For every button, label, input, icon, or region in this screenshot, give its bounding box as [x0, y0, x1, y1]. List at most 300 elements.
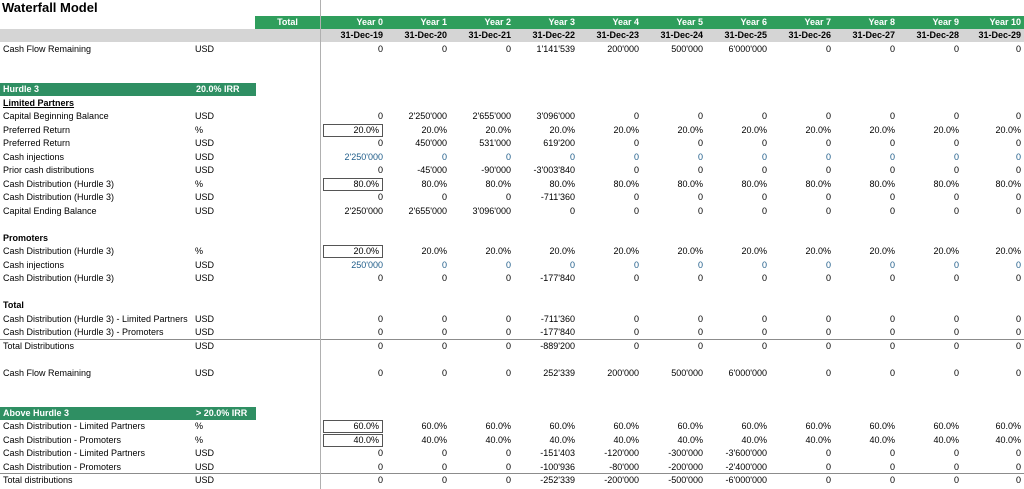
- row-unit: USD: [195, 165, 215, 175]
- value-cell: 3'096'000: [536, 111, 575, 121]
- value-cell: 60.0%: [933, 421, 959, 431]
- row-unit: %: [195, 246, 204, 256]
- value-cell: 0: [697, 206, 703, 216]
- value-cell: 200'000: [607, 44, 639, 54]
- date-header: 31-Dec-19: [340, 30, 383, 40]
- value-cell: 0: [505, 273, 511, 283]
- input-cell: 0: [377, 314, 383, 324]
- value-cell: 0: [697, 138, 703, 148]
- value-cell: 200'000: [607, 368, 639, 378]
- value-cell: 60.0%: [421, 421, 447, 431]
- row-label: Cash Distribution - Limited Partners: [3, 448, 146, 458]
- value-cell: -500'000: [668, 475, 703, 485]
- value-cell: 60.0%: [805, 421, 831, 431]
- value-cell: 0: [825, 475, 831, 485]
- value-cell: 0: [953, 192, 959, 202]
- value-cell: -300'000: [668, 448, 703, 458]
- value-cell: 20.0%: [741, 125, 767, 135]
- value-cell: 0: [825, 273, 831, 283]
- value-cell: 0: [825, 152, 831, 162]
- value-cell: 0: [1015, 475, 1021, 485]
- value-cell: 0: [825, 327, 831, 337]
- value-cell: 40.0%: [805, 435, 831, 445]
- input-cell[interactable]: 2'250'000: [344, 152, 383, 162]
- date-header: 31-Dec-26: [788, 30, 831, 40]
- year-header: Year 1: [420, 17, 447, 27]
- date-header: 31-Dec-24: [660, 30, 703, 40]
- value-cell: 500'000: [671, 44, 703, 54]
- value-cell: 80.0%: [485, 179, 511, 189]
- row-label: Cash injections: [3, 260, 65, 270]
- value-cell: -45'000: [417, 165, 447, 175]
- value-cell: 0: [953, 462, 959, 472]
- value-cell: 0: [441, 448, 447, 458]
- value-cell: 80.0%: [677, 179, 703, 189]
- input-cell: 0: [377, 448, 383, 458]
- value-cell: 0: [569, 260, 575, 270]
- value-cell: 60.0%: [613, 421, 639, 431]
- value-cell: 0: [889, 341, 895, 351]
- value-cell: 6'000'000: [728, 368, 767, 378]
- value-cell: 0: [889, 44, 895, 54]
- value-cell: 20.0%: [613, 125, 639, 135]
- value-cell: 0: [1015, 314, 1021, 324]
- value-cell: 0: [441, 44, 447, 54]
- value-cell: 60.0%: [869, 421, 895, 431]
- value-cell: 0: [441, 314, 447, 324]
- row-label: Cash Distribution - Limited Partners: [3, 421, 146, 431]
- value-cell: 0: [697, 111, 703, 121]
- row-unit: USD: [195, 206, 215, 216]
- value-cell: 0: [1015, 327, 1021, 337]
- value-cell: 0: [441, 341, 447, 351]
- value-cell: 0: [953, 260, 959, 270]
- date-header: 31-Dec-28: [916, 30, 959, 40]
- value-cell: 60.0%: [485, 421, 511, 431]
- table-row: [0, 340, 1024, 353]
- value-cell: 20.0%: [421, 125, 447, 135]
- row-label: Cash Flow Remaining: [3, 368, 92, 378]
- value-cell: 6'000'000: [728, 44, 767, 54]
- input-cell[interactable]: 40.0%: [323, 434, 383, 447]
- value-cell: 20.0%: [933, 246, 959, 256]
- value-cell: 20.0%: [613, 246, 639, 256]
- table-row: [0, 232, 1024, 245]
- table-row: [0, 151, 1024, 164]
- value-cell: 0: [889, 165, 895, 175]
- value-cell: -200'000: [604, 475, 639, 485]
- input-cell: 0: [377, 192, 383, 202]
- table-row: [0, 259, 1024, 272]
- input-cell: 0: [377, 111, 383, 121]
- value-cell: 0: [633, 314, 639, 324]
- year-header: Year 8: [868, 17, 895, 27]
- value-cell: -100'936: [540, 462, 575, 472]
- value-cell: 0: [889, 111, 895, 121]
- row-label: Cash Distribution (Hurdle 3): [3, 179, 115, 189]
- value-cell: 0: [505, 44, 511, 54]
- table-row: [0, 178, 1024, 191]
- table-row: [0, 447, 1024, 460]
- value-cell: -151'403: [540, 448, 575, 458]
- value-cell: 0: [441, 327, 447, 337]
- row-label: Preferred Return: [3, 125, 71, 135]
- input-cell[interactable]: 60.0%: [323, 420, 383, 433]
- row-label: Capital Beginning Balance: [3, 111, 109, 121]
- table-row: [0, 191, 1024, 204]
- value-cell: 0: [505, 152, 511, 162]
- value-cell: 80.0%: [421, 179, 447, 189]
- input-cell[interactable]: 20.0%: [323, 124, 383, 137]
- row-label: Cash Flow Remaining: [3, 44, 92, 54]
- input-cell[interactable]: 250'000: [351, 260, 383, 270]
- row-label: Cash Distribution - Promoters: [3, 462, 122, 472]
- row-label: Cash Distribution (Hurdle 3) - Limited Partners: [3, 314, 188, 324]
- value-cell: -120'000: [604, 448, 639, 458]
- value-cell: 0: [889, 475, 895, 485]
- value-cell: 40.0%: [677, 435, 703, 445]
- value-cell: -177'840: [540, 327, 575, 337]
- value-cell: 20.0%: [485, 246, 511, 256]
- row-unit: USD: [195, 314, 215, 324]
- value-cell: -711'360: [540, 192, 575, 202]
- input-cell: 0: [377, 327, 383, 337]
- row-unit: USD: [195, 44, 215, 54]
- row-label: Prior cash distributions: [3, 165, 95, 175]
- table-row: [0, 110, 1024, 123]
- value-cell: 0: [761, 314, 767, 324]
- value-cell: 20.0%: [677, 246, 703, 256]
- value-cell: 0: [633, 192, 639, 202]
- input-cell[interactable]: 80.0%: [323, 178, 383, 191]
- value-cell: 0: [633, 152, 639, 162]
- value-cell: 0: [1015, 44, 1021, 54]
- value-cell: 20.0%: [805, 125, 831, 135]
- year-header: Year 4: [612, 17, 639, 27]
- value-cell: 0: [953, 152, 959, 162]
- value-cell: 60.0%: [677, 421, 703, 431]
- row-label: Preferred Return: [3, 138, 71, 148]
- value-cell: -2'400'000: [725, 462, 767, 472]
- input-cell[interactable]: 20.0%: [323, 245, 383, 258]
- value-cell: 0: [697, 314, 703, 324]
- table-row: [0, 137, 1024, 150]
- value-cell: 2'250'000: [408, 111, 447, 121]
- table-row: [0, 43, 1024, 56]
- date-header: 31-Dec-29: [978, 30, 1021, 40]
- value-cell: -200'000: [668, 462, 703, 472]
- row-label: Total Distributions: [3, 341, 75, 351]
- row-unit: %: [195, 125, 204, 135]
- row-unit: USD: [195, 341, 215, 351]
- table-row: [0, 299, 1024, 312]
- value-cell: 0: [633, 111, 639, 121]
- value-cell: 0: [889, 314, 895, 324]
- value-cell: 0: [505, 327, 511, 337]
- section-title: Hurdle 3: [3, 84, 40, 94]
- value-cell: 0: [633, 327, 639, 337]
- value-cell: 0: [761, 273, 767, 283]
- year-header: Year 6: [740, 17, 767, 27]
- row-unit: USD: [195, 462, 215, 472]
- table-row: [0, 164, 1024, 177]
- value-cell: 0: [761, 165, 767, 175]
- row-unit: USD: [195, 111, 215, 121]
- date-header: 31-Dec-20: [404, 30, 447, 40]
- value-cell: 0: [1015, 341, 1021, 351]
- value-cell: 2'655'000: [408, 206, 447, 216]
- row-label: Cash Distribution (Hurdle 3): [3, 192, 115, 202]
- value-cell: 20.0%: [995, 246, 1021, 256]
- value-cell: 0: [633, 138, 639, 148]
- value-cell: 80.0%: [995, 179, 1021, 189]
- value-cell: 0: [825, 192, 831, 202]
- row-label: Limited Partners: [3, 98, 75, 108]
- value-cell: 0: [1015, 192, 1021, 202]
- value-cell: 0: [761, 341, 767, 351]
- section-header: [0, 83, 256, 96]
- value-cell: 0: [889, 368, 895, 378]
- value-cell: 20.0%: [869, 246, 895, 256]
- value-cell: 40.0%: [995, 435, 1021, 445]
- year-header: Year 9: [932, 17, 959, 27]
- value-cell: 0: [761, 111, 767, 121]
- value-cell: 0: [825, 44, 831, 54]
- input-cell: 2'250'000: [344, 206, 383, 216]
- value-cell: 0: [761, 206, 767, 216]
- value-cell: 0: [953, 44, 959, 54]
- row-label: Cash Distribution (Hurdle 3): [3, 273, 115, 283]
- value-cell: 0: [825, 448, 831, 458]
- input-cell: 0: [377, 368, 383, 378]
- value-cell: 80.0%: [933, 179, 959, 189]
- row-label: Total distributions: [3, 475, 73, 485]
- value-cell: 0: [825, 206, 831, 216]
- value-cell: 0: [569, 152, 575, 162]
- value-cell: 0: [953, 475, 959, 485]
- value-cell: 0: [441, 273, 447, 283]
- value-cell: 0: [441, 475, 447, 485]
- value-cell: 0: [825, 462, 831, 472]
- value-cell: 0: [633, 165, 639, 175]
- value-cell: -889'200: [540, 341, 575, 351]
- value-cell: 0: [633, 273, 639, 283]
- date-header: 31-Dec-25: [724, 30, 767, 40]
- value-cell: 0: [1015, 111, 1021, 121]
- value-cell: 80.0%: [805, 179, 831, 189]
- value-cell: 0: [505, 448, 511, 458]
- row-unit: USD: [195, 327, 215, 337]
- value-cell: 0: [825, 138, 831, 148]
- value-cell: 20.0%: [805, 246, 831, 256]
- value-cell: 60.0%: [741, 421, 767, 431]
- row-unit: %: [195, 179, 204, 189]
- value-cell: -252'339: [540, 475, 575, 485]
- value-cell: 0: [569, 206, 575, 216]
- section-title: Above Hurdle 3: [3, 408, 70, 418]
- row-unit: USD: [195, 368, 215, 378]
- value-cell: 0: [953, 273, 959, 283]
- value-cell: 0: [953, 138, 959, 148]
- table-row: [0, 474, 1024, 487]
- value-cell: 80.0%: [741, 179, 767, 189]
- table-row: [0, 245, 1024, 258]
- year-header: Year 10: [989, 17, 1021, 27]
- date-header: 31-Dec-23: [596, 30, 639, 40]
- value-cell: 0: [505, 341, 511, 351]
- value-cell: -711'360: [540, 314, 575, 324]
- value-cell: 0: [889, 192, 895, 202]
- section-irr: > 20.0% IRR: [196, 408, 248, 418]
- row-label: Cash Distribution (Hurdle 3): [3, 246, 115, 256]
- value-cell: 20.0%: [933, 125, 959, 135]
- value-cell: 40.0%: [741, 435, 767, 445]
- column-divider: [320, 0, 321, 489]
- row-unit: USD: [195, 475, 215, 485]
- row-label: Capital Ending Balance: [3, 206, 97, 216]
- year-header: Year 5: [676, 17, 703, 27]
- date-header: 31-Dec-27: [852, 30, 895, 40]
- value-cell: 0: [889, 206, 895, 216]
- value-cell: 20.0%: [549, 246, 575, 256]
- value-cell: 0: [697, 273, 703, 283]
- value-cell: 0: [697, 152, 703, 162]
- value-cell: 40.0%: [549, 435, 575, 445]
- year-header: Year 3: [548, 17, 575, 27]
- value-cell: 20.0%: [995, 125, 1021, 135]
- row-label: Promoters: [3, 233, 49, 243]
- value-cell: 619'200: [543, 138, 575, 148]
- table-row: [0, 124, 1024, 137]
- input-cell: 0: [377, 475, 383, 485]
- value-cell: 0: [441, 368, 447, 378]
- value-cell: 0: [1015, 152, 1021, 162]
- value-cell: 0: [441, 462, 447, 472]
- value-cell: 0: [953, 111, 959, 121]
- value-cell: 0: [1015, 165, 1021, 175]
- table-row: [0, 272, 1024, 285]
- value-cell: 0: [697, 341, 703, 351]
- row-label: Cash Distribution - Promoters: [3, 435, 122, 445]
- section-irr: 20.0% IRR: [196, 84, 240, 94]
- year-header: Year 7: [804, 17, 831, 27]
- value-cell: 0: [761, 327, 767, 337]
- table-row: [0, 420, 1024, 433]
- value-cell: 0: [953, 314, 959, 324]
- value-cell: 0: [953, 327, 959, 337]
- year-header: Year 0: [356, 17, 383, 27]
- value-cell: 40.0%: [933, 435, 959, 445]
- value-cell: 0: [761, 138, 767, 148]
- value-cell: 0: [1015, 448, 1021, 458]
- value-cell: 20.0%: [485, 125, 511, 135]
- value-cell: 0: [633, 206, 639, 216]
- value-cell: 80.0%: [869, 179, 895, 189]
- value-cell: 0: [953, 448, 959, 458]
- value-cell: 531'000: [479, 138, 511, 148]
- value-cell: 80.0%: [549, 179, 575, 189]
- value-cell: 0: [761, 152, 767, 162]
- value-cell: 0: [825, 341, 831, 351]
- row-unit: USD: [195, 152, 215, 162]
- date-header: 31-Dec-22: [532, 30, 575, 40]
- sheet-title: Waterfall Model: [2, 0, 98, 15]
- input-cell: 0: [377, 165, 383, 175]
- value-cell: 0: [953, 368, 959, 378]
- table-row: [0, 434, 1024, 447]
- table-row: [0, 97, 1024, 110]
- value-cell: 0: [825, 260, 831, 270]
- table-row: [0, 313, 1024, 326]
- row-label: Cash Distribution (Hurdle 3) - Promoters: [3, 327, 164, 337]
- value-cell: 0: [761, 260, 767, 270]
- row-unit: USD: [195, 192, 215, 202]
- input-cell: 0: [377, 273, 383, 283]
- value-cell: 0: [1015, 368, 1021, 378]
- value-cell: 3'096'000: [472, 206, 511, 216]
- value-cell: 0: [953, 165, 959, 175]
- value-cell: 1'141'539: [536, 44, 575, 54]
- table-row: [0, 205, 1024, 218]
- value-cell: 20.0%: [741, 246, 767, 256]
- value-cell: 40.0%: [613, 435, 639, 445]
- row-unit: %: [195, 435, 204, 445]
- value-cell: 0: [1015, 138, 1021, 148]
- date-header: 31-Dec-21: [468, 30, 511, 40]
- value-cell: 0: [825, 314, 831, 324]
- value-cell: 0: [953, 341, 959, 351]
- row-unit: USD: [195, 260, 215, 270]
- value-cell: 0: [441, 192, 447, 202]
- value-cell: 0: [1015, 273, 1021, 283]
- value-cell: 0: [441, 152, 447, 162]
- value-cell: 0: [889, 138, 895, 148]
- value-cell: -177'840: [540, 273, 575, 283]
- row-unit: USD: [195, 448, 215, 458]
- value-cell: 0: [889, 273, 895, 283]
- value-cell: 60.0%: [995, 421, 1021, 431]
- value-cell: 450'000: [415, 138, 447, 148]
- value-cell: 0: [697, 192, 703, 202]
- value-cell: 0: [505, 368, 511, 378]
- value-cell: 500'000: [671, 368, 703, 378]
- row-label: Cash injections: [3, 152, 65, 162]
- value-cell: -6'000'000: [725, 475, 767, 485]
- value-cell: 20.0%: [677, 125, 703, 135]
- value-cell: 0: [889, 462, 895, 472]
- value-cell: 0: [697, 260, 703, 270]
- input-cell: 0: [377, 341, 383, 351]
- table-row: [0, 367, 1024, 380]
- row-unit: USD: [195, 273, 215, 283]
- value-cell: 0: [505, 260, 511, 270]
- value-cell: 0: [441, 260, 447, 270]
- value-cell: 0: [889, 448, 895, 458]
- value-cell: 40.0%: [485, 435, 511, 445]
- value-cell: 0: [889, 327, 895, 337]
- value-cell: -90'000: [481, 165, 511, 175]
- section-header: [0, 407, 256, 420]
- value-cell: 40.0%: [421, 435, 447, 445]
- value-cell: 0: [633, 341, 639, 351]
- value-cell: 2'655'000: [472, 111, 511, 121]
- value-cell: 20.0%: [549, 125, 575, 135]
- year-header: Year 2: [484, 17, 511, 27]
- value-cell: 0: [1015, 462, 1021, 472]
- value-cell: 0: [825, 111, 831, 121]
- value-cell: 80.0%: [613, 179, 639, 189]
- value-cell: 20.0%: [869, 125, 895, 135]
